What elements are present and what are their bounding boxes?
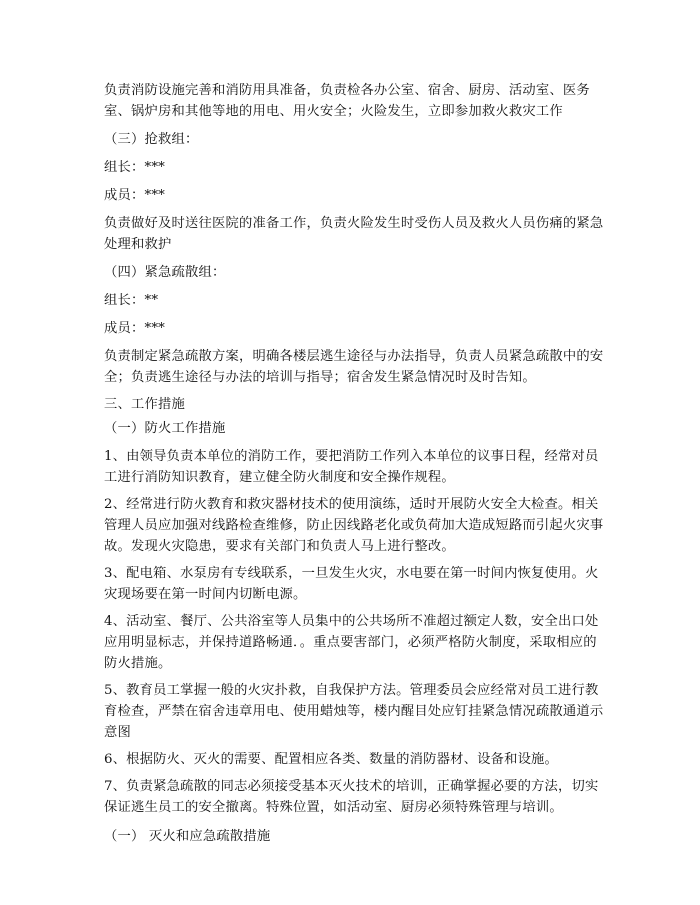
rescue-team-leader: 组长：***: [104, 160, 166, 175]
evacuation-team-leader: 组长：**: [104, 293, 159, 308]
evacuation-team-members: 成员：***: [104, 321, 166, 336]
measure-item-5: 5、教育员工掌握一般的火灾扑救，自我保护方法。管理委员会应经常对员工进行教育检查，严禁在宿舍违章用电、使用蜡烛等，楼内醒目处应钉挂紧急情况疏散通道示意图: [104, 683, 604, 740]
heading-rescue-team: （三）抢救组：: [104, 132, 199, 147]
paragraph-evacuation-duties: 负责制定紧急疏散方案，明确各楼层逃生途径与办法指导，负责人员紧急疏散中的安全；负责逃生途径与办法的培训与指导；宿舍发生紧急情况时及时告知。: [104, 349, 604, 385]
measure-item-1: 1、由领导负责本单位的消防工作，要把消防工作列入本单位的议事日程，经常对员工进行消防知识教育，建立健全防火制度和安全操作规程。: [104, 449, 599, 485]
measure-item-6: 6、根据防火、灭火的需要、配置相应各类、数量的消防器材、设备和设施。: [104, 752, 559, 767]
measure-item-4: 4、活动室、餐厅、公共浴室等人员集中的公共场所不准超过额定人数，安全出口处应用明显标志，并保持道路畅通．。重点要害部门，必须严格防火制度，采取相应的防火措施。: [104, 614, 599, 671]
heading-extinguish-evacuation-measures: （一） 灭火和应急疏散措施: [104, 829, 271, 844]
rescue-team-members: 成员：***: [104, 188, 166, 203]
measure-item-7: 7、负责紧急疏散的同志必须接受基本灭火技术的培训，正确掌握必要的方法，切实保证逃生员工的安全撤离。特殊位置，如活动室、厨房必须特殊管理与培训。: [104, 779, 599, 815]
heading-work-measures: 三、工作措施: [104, 397, 185, 412]
heading-fire-prevention-measures: （一）防火工作措施: [104, 421, 226, 436]
paragraph-duties-fire-facilities: 负责消防设施完善和消防用具准备，负责检各办公室、宿舍、厨房、活动室、医务室、锅炉房和其他等地的用电、用火安全；火险发生，立即参加救火救灾工作: [104, 83, 590, 119]
paragraph-rescue-duties: 负责做好及时送往医院的准备工作，负责火险发生时受伤人员及救火人员伤痛的紧急处理和救护: [104, 216, 604, 252]
measure-item-2: 2、经常进行防火教育和救灾器材技术的使用演练，适时开展防火安全大检查。相关管理人员应加强对线路检查维修，防止因线路老化或负荷加大造成短路而引起火灾事故。发现火灾隐患，要求有关部门和负责人马上进行整改。: [104, 497, 604, 554]
measure-item-3: 3、配电箱、水泵房有专线联系，一旦发生火灾，水电要在第一时间内恢复使用。火灾现场要在第一时间内切断电源。: [104, 566, 599, 602]
heading-evacuation-team: （四）紧急疏散组：: [104, 265, 226, 280]
